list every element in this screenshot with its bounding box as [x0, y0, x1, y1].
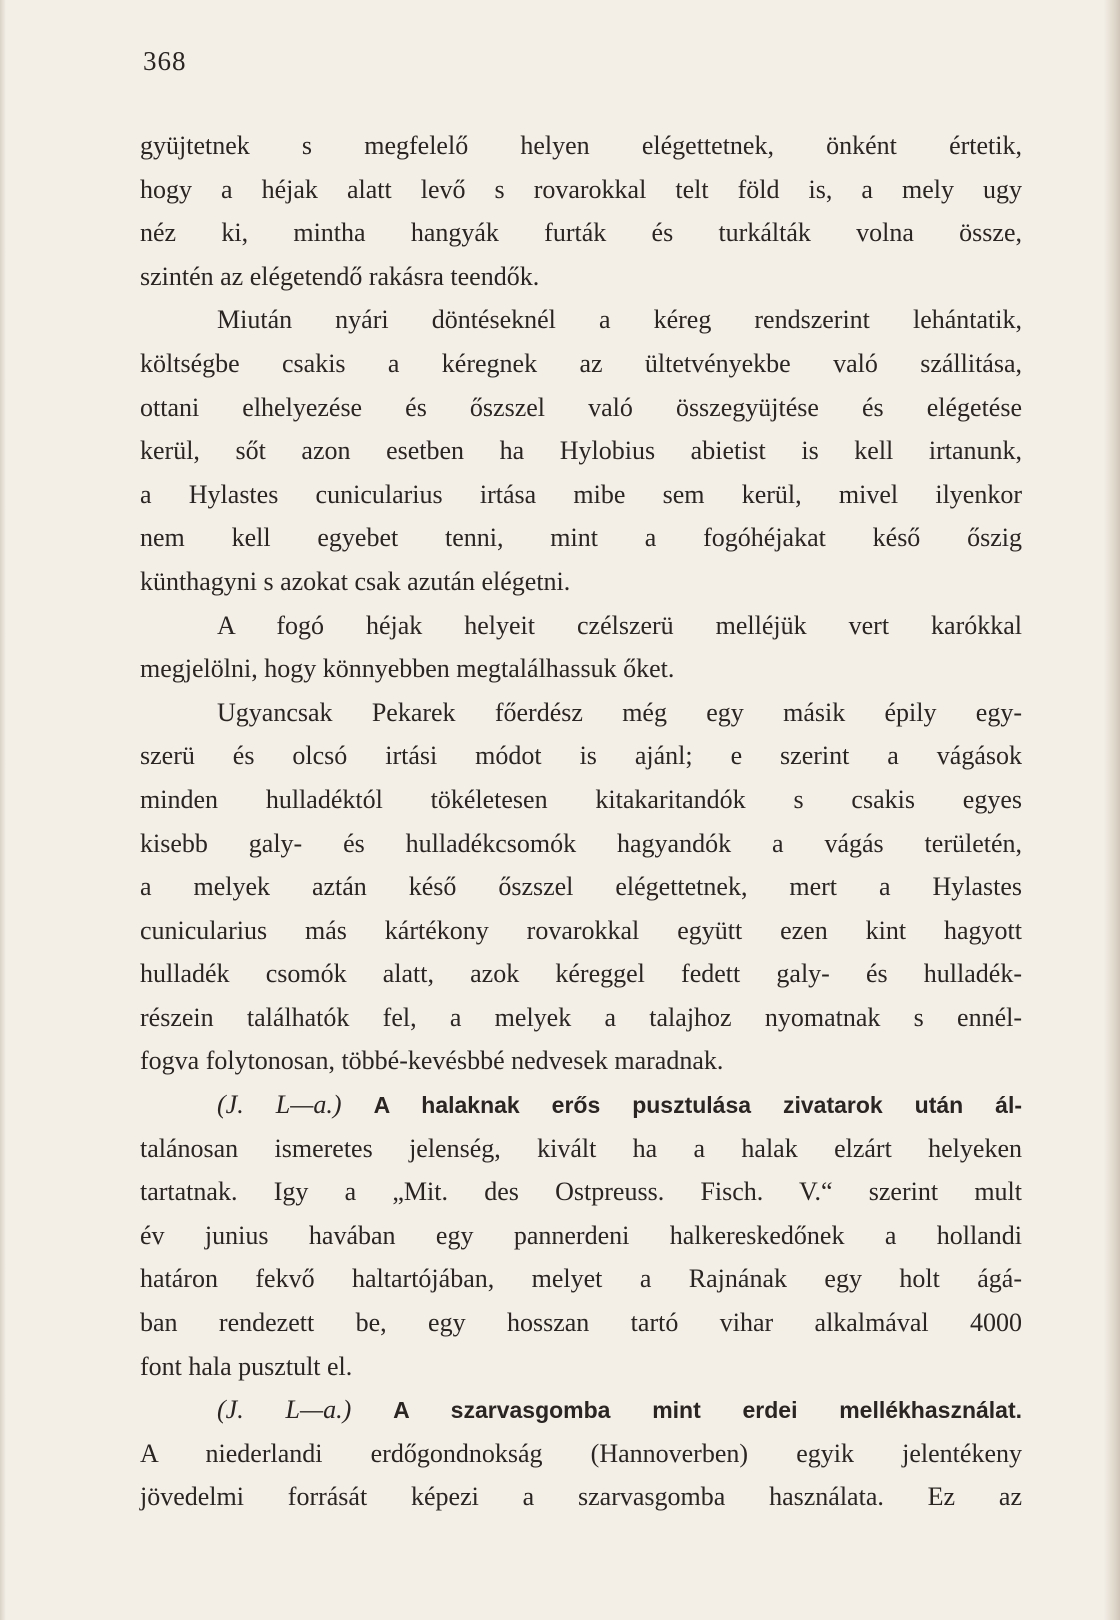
byline: (J. L—a.) [217, 1090, 342, 1120]
page-number: 368 [143, 46, 187, 76]
page-edge-right [1104, 0, 1120, 1620]
text-line: határon fekvő haltartójában, melyet a Rajnának egy holt ágá- [140, 1264, 1022, 1294]
text-line: szerü és olcsó irtási módot is ajánl; e szerint a vágások [140, 741, 1022, 771]
text-line: a melyek aztán késő őszszel elégettetnek, mert a Hylastes [140, 872, 1022, 902]
text-line: kerül, sőt azon esetben ha Hylobius abietist is kell irtanunk, [140, 436, 1022, 466]
text-line: Miután nyári döntéseknél a kéreg rendszerint lehántatik, [217, 305, 1022, 335]
text-line: néz ki, mintha hangyák furták és turkálták volna össze, [140, 218, 1022, 248]
section-heading-line [140, 1388, 1022, 1432]
text-line: nem kell egyebet tenni, mint a fogóhéjakat késő őszig [140, 523, 1022, 553]
text-line: tartatnak. Igy a „Mit. des Ostpreuss. Fisch. V.“ szerint mult [140, 1177, 1022, 1207]
text-line: szintén az elégetendő rakásra teendők. [140, 261, 540, 291]
text-line: hulladék csomók alatt, azok kéreggel fedett galy- és hulladék- [140, 959, 1022, 989]
text-line: talánosan ismeretes jelenség, kivált ha a halak elzárt helyeken [140, 1133, 1022, 1163]
text-line: A niederlandi erdőgondnokság (Hannoverben) egyik jelentékeny [140, 1438, 1022, 1468]
text-line: év junius havában egy pannerdeni halkereskedőnek a hollandi [140, 1220, 1022, 1250]
text-line: részein találhatók fel, a melyek a talajhoz nyomatnak s ennél- [140, 1002, 1022, 1032]
text-line: jövedelmi forrását képezi a szarvasgomba használata. Ez az [140, 1482, 1022, 1512]
text-line: kisebb galy- és hulladékcsomók hagyandók a vágás területén, [140, 828, 1022, 858]
text-block [140, 124, 1022, 1519]
text-line: A fogó héjak helyeit czélszerü melléjük vert karókkal [217, 610, 1022, 640]
section-heading: A halaknak erős pusztulása zivatarok után ál- [373, 1092, 1022, 1119]
text-line: minden hulladéktól tökéletesen kitakaritandók s csakis egyes [140, 784, 1022, 814]
text-line: gyüjtetnek s megfelelő helyen elégettetnek, önként értetik, [140, 131, 1022, 160]
page-edge-left [0, 0, 6, 1620]
text-line: megjelölni, hogy könnyebben megtalálhassuk őket. [140, 654, 675, 684]
text-line: költségbe csakis a kéregnek az ültetvényekbe való szállitása, [140, 348, 1022, 378]
text-line: hogy a héjak alatt levő s rovarokkal telt föld is, a mely ugy [140, 174, 1022, 204]
text-line: fogva folytonosan, többé-kevésbbé nedvesek maradnak. [140, 1046, 724, 1076]
section-heading-line [140, 1083, 1022, 1127]
text-line: font hala pusztult el. [140, 1351, 353, 1381]
text-line: ban rendezett be, egy hosszan tartó vihar alkalmával 4000 [140, 1308, 1022, 1338]
text-line: a Hylastes cunicularius irtása mibe sem kerül, mivel ilyenkor [140, 479, 1022, 509]
text-line: cunicularius más kártékony rovarokkal együtt ezen kint hagyott [140, 915, 1022, 945]
text-line: künthagyni s azokat csak azután elégetni. [140, 566, 571, 596]
text-line: ottani elhelyezése és őszszel való összegyüjtése és elégetése [140, 392, 1022, 422]
text-line: Ugyancsak Pekarek főerdész még egy másik épily egy- [217, 697, 1022, 727]
section-heading: A szarvasgomba mint erdei mellékhasználat. [393, 1397, 1023, 1424]
byline: (J. L—a.) [217, 1395, 352, 1425]
